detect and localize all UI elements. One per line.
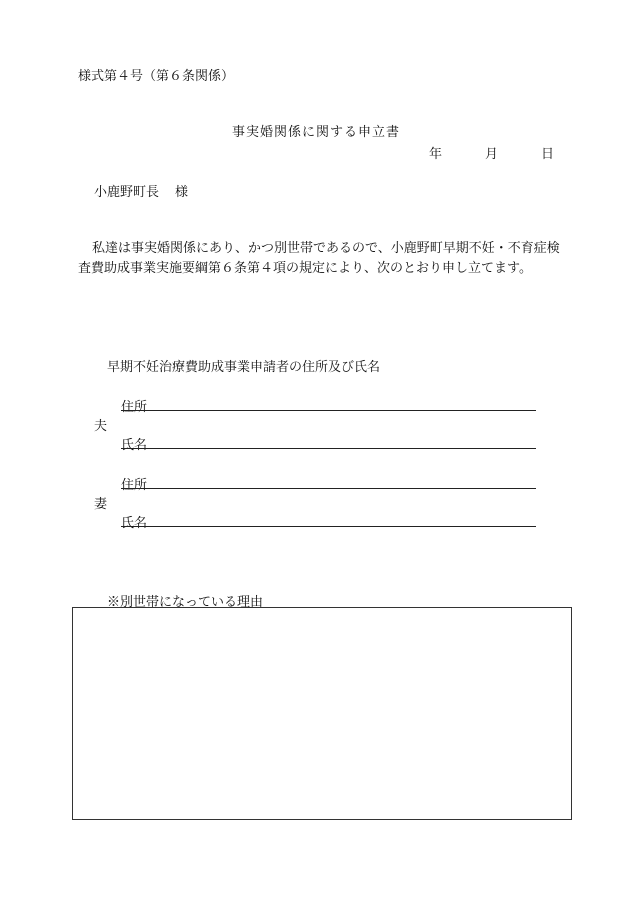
husband-role-label: 夫 <box>94 419 108 434</box>
applicant-section-label: 早期不妊治療費助成事業申請者の住所及び氏名 <box>107 360 381 375</box>
wife-name-label: 氏名 <box>121 516 148 531</box>
wife-role-label: 妻 <box>94 497 108 512</box>
date-year-label: 年 <box>429 147 443 162</box>
addressee <box>94 181 188 200</box>
date-day-label: 日 <box>541 147 555 162</box>
date-month-label: 月 <box>485 147 499 162</box>
document-title: 事実婚関係に関する申立書 <box>232 125 401 140</box>
wife-name-underline <box>121 526 536 527</box>
wife-address-underline <box>121 488 536 489</box>
husband-name-underline <box>121 448 536 449</box>
addressee-honorific: 様 <box>175 185 189 200</box>
addressee-name: 小鹿野町長 <box>94 185 160 200</box>
form-number: 様式第４号（第６条関係） <box>78 69 235 84</box>
husband-address-underline <box>121 410 536 411</box>
statement-text: 私達は事実婚関係にあり、かつ別世帯であるので、小鹿野町早期不妊・不育症検査費助成事業実施要綱第６条第４項の規定により、次のとおり申し立てます。 <box>78 241 560 276</box>
husband-address-label: 住所 <box>121 400 148 415</box>
husband-name-label: 氏名 <box>121 438 148 453</box>
reason-label: ※別世帯になっている理由 <box>107 595 264 610</box>
reason-box[interactable] <box>72 607 572 820</box>
reason-text <box>73 608 571 624</box>
wife-address-label: 住所 <box>121 478 148 493</box>
